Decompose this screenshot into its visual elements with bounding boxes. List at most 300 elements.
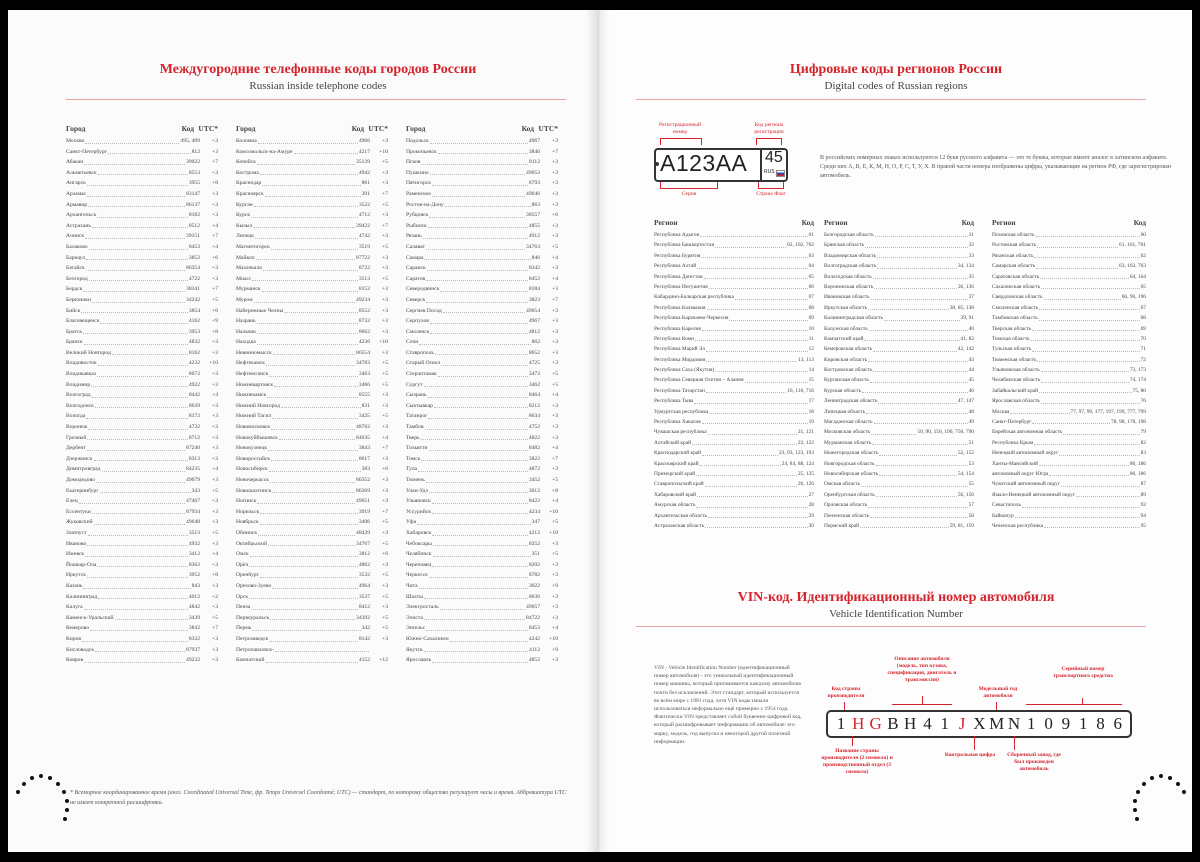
dot-leader — [271, 242, 358, 250]
right-page — [596, 10, 1192, 852]
city-name: Киров — [66, 635, 81, 642]
dot-leader — [250, 549, 358, 557]
city-code: 8352 — [528, 540, 540, 547]
region-code: 48 — [968, 408, 974, 415]
dot-leader — [878, 396, 956, 403]
utc-offset: +3 — [552, 318, 558, 325]
table-row — [824, 490, 974, 500]
title-rule — [636, 99, 1146, 100]
city-name: Йошкар-Ола — [66, 561, 97, 568]
region-code: 58 — [968, 512, 974, 519]
utc-offset: +3 — [212, 604, 218, 611]
vin-title: VIN-код. Идентификационный номер автомобиля — [737, 590, 1055, 605]
utc-offset: +5 — [382, 275, 388, 282]
table-row — [406, 380, 558, 391]
city-code: 4236 — [358, 339, 370, 346]
dot-leader — [430, 168, 525, 176]
table-row — [824, 272, 974, 282]
table-row — [236, 295, 388, 306]
header-region: Регион — [824, 218, 848, 227]
city-name: Дербент — [66, 445, 86, 452]
utc-offset: +5 — [382, 243, 388, 250]
utc-offset: +3 — [212, 434, 218, 441]
region-name: Республика Карачаево-Черкесия — [654, 315, 729, 322]
utc-offset: +5 — [382, 614, 388, 621]
city-code: 8172 — [188, 413, 200, 420]
city-name: Архангельск — [66, 212, 97, 219]
city-code: 34392 — [356, 614, 370, 621]
region-name: автономный округ Югра — [992, 470, 1049, 477]
utc-offset: +7 — [382, 445, 388, 452]
utc-offset: +3 — [552, 349, 558, 356]
dot-leader — [254, 200, 358, 208]
city-name: Калуга — [66, 604, 83, 611]
city-code: 8212 — [528, 402, 540, 409]
vin-pointer — [996, 702, 997, 710]
dot-leader — [692, 438, 797, 445]
table-row — [406, 189, 558, 200]
column-header — [824, 218, 974, 230]
table-row — [654, 396, 814, 406]
utc-offset: +7 — [382, 190, 388, 197]
city-code: 49234 — [356, 296, 370, 303]
dot-leader — [86, 263, 185, 271]
table-row — [236, 274, 388, 285]
table-row — [236, 433, 388, 444]
table-row — [406, 454, 558, 465]
utc-offset: +12 — [379, 657, 388, 664]
table-row — [654, 282, 814, 292]
city-name: Смоленск — [406, 328, 430, 335]
utc-offset: +10 — [379, 148, 388, 155]
table-row — [992, 365, 1146, 375]
dot-leader — [258, 528, 355, 536]
dot-leader — [715, 365, 807, 372]
utc-offset: +3 — [382, 349, 388, 356]
dot-leader — [251, 210, 358, 218]
region-code: 61, 161, 761 — [1119, 242, 1146, 249]
dot-leader — [97, 210, 188, 218]
utc-offset: +3 — [212, 635, 218, 642]
header-code: Код — [351, 124, 364, 133]
city-code: 48762 — [356, 424, 370, 431]
dot-leader — [269, 464, 361, 472]
table-row — [654, 417, 814, 427]
dot-leader — [872, 438, 967, 445]
vin-pointer — [844, 702, 845, 710]
dot-leader — [260, 570, 358, 578]
city-code: 3412 — [188, 551, 200, 558]
dot-leader — [429, 486, 528, 494]
region-code: 40 — [968, 325, 974, 332]
utc-offset: +3 — [212, 169, 218, 176]
utc-offset: +6 — [382, 466, 388, 473]
city-code: 4217 — [358, 148, 370, 155]
city-name: Петропавловск- — [236, 646, 274, 653]
dot-leader — [873, 365, 967, 372]
dot-leader — [868, 500, 967, 507]
dot-leader — [440, 284, 527, 292]
region-codes-subtitle: Digital codes of Russian regions — [824, 80, 968, 92]
region-name: Республика Башкортостан — [654, 242, 715, 249]
utc-offset: +5 — [552, 371, 558, 378]
city-name: Раменское — [406, 190, 431, 197]
table-row — [66, 475, 218, 486]
region-code: 18 — [808, 408, 814, 415]
phone-codes-title: Междугородние телефонные коды городов России — [159, 62, 477, 77]
region-name: Липецкая область — [824, 408, 866, 415]
table-row — [824, 355, 974, 365]
dot-leader — [429, 570, 528, 578]
city-name: Екатеринбург — [66, 487, 99, 494]
city-name: Тула — [406, 466, 417, 473]
region-code: 86, 186 — [1129, 460, 1146, 467]
vin-label-model-year: Модельный год автомобиля — [978, 686, 1018, 699]
table-row — [992, 448, 1146, 458]
dot-leader — [702, 324, 808, 331]
city-name: Пятигорск — [406, 180, 431, 187]
region-code: 62 — [1140, 252, 1146, 259]
table-row — [654, 511, 814, 521]
city-name: Набережные Челны — [236, 307, 284, 314]
city-name: Братск — [66, 328, 83, 335]
region-name: Республика Марий Эл — [654, 346, 705, 353]
city-name: Тольятти — [406, 445, 428, 452]
table-row — [654, 230, 814, 240]
city-code: 34763 — [526, 243, 540, 250]
utc-offset: +5 — [212, 296, 218, 303]
utc-offset: +3 — [552, 180, 558, 187]
city-code: 39022 — [186, 159, 200, 166]
city-name: Новокуйбышевск — [236, 434, 278, 441]
region-name: Камчатский край — [824, 335, 864, 342]
utc-offset: +3 — [382, 296, 388, 303]
table-row — [406, 602, 558, 613]
region-code: 13, 113 — [798, 356, 814, 363]
table-row — [236, 549, 388, 560]
city-name: Якутск — [406, 646, 423, 653]
dot-leader — [865, 240, 968, 247]
city-name: Курган — [236, 201, 253, 208]
region-name: Ленинградская область — [824, 398, 878, 405]
region-name: Республика Алтай — [654, 263, 697, 270]
region-name: Курская область — [824, 387, 862, 394]
region-code: 87 — [1140, 481, 1146, 488]
region-code: 74, 174 — [1129, 377, 1146, 384]
city-code: 4855 — [528, 222, 540, 229]
dot-leader — [876, 459, 968, 466]
phone-column-2 — [236, 124, 388, 666]
region-code: 68 — [1140, 315, 1146, 322]
utc-offset: +3 — [552, 159, 558, 166]
table-row — [66, 496, 218, 507]
table-row — [66, 401, 218, 412]
vin-label-country: Код страны производителя — [827, 686, 865, 699]
table-row — [66, 316, 218, 327]
city-code: 86352 — [356, 477, 370, 483]
city-code: 84722 — [526, 614, 540, 621]
city-code: 4832 — [188, 339, 200, 346]
city-name: Улан-Удэ — [406, 487, 429, 494]
region-code: 69 — [1140, 325, 1146, 332]
dot-leader — [1036, 230, 1140, 237]
utc-offset: +3 — [212, 540, 218, 547]
utc-offset: +3 — [382, 582, 388, 589]
table-row — [66, 517, 218, 528]
vin-char: H — [852, 714, 865, 733]
plate-country: RUS — [764, 169, 775, 175]
phone-codes-subtitle: Russian inside telephone codes — [249, 80, 387, 92]
dot-leader — [877, 251, 968, 258]
region-code: 50, 90, 150, 190, 750, 790 — [917, 429, 974, 436]
city-code: 84635 — [356, 434, 370, 441]
dot-leader — [90, 623, 188, 631]
vin-description: VIN - Vehicle Identification Number (идентификационный номер автомобиля) - это уникальный идентификационный номер машины, который присваивается каждому автомобилю почти без исключений. Этот стандарт, который используется во всём мире с 1981 года, хотя VIN коды начали использоваться неформально ещё примерно с 1954 года. Фактически VIN представляет собой буквенно-цифровой код, который расшифровывает информацию об автомобиле: его марку, модель, год выпуска и некоторой другой полезной информации. — [654, 665, 802, 745]
utc-offset: +4 — [212, 222, 218, 229]
dot-leader — [443, 306, 525, 314]
city-name: Армавир — [66, 201, 88, 208]
dot-leader — [257, 496, 355, 504]
dot-leader — [87, 539, 188, 547]
city-name: Краснодар — [236, 180, 262, 187]
utc-offset: +3 — [212, 275, 218, 282]
city-code: 3952 — [188, 572, 200, 579]
city-name: Владивосток — [66, 360, 97, 367]
region-name: Тюменская область — [992, 356, 1037, 363]
table-row — [236, 380, 388, 391]
city-name: Березники — [66, 296, 91, 303]
city-name: Новосибирск — [236, 466, 268, 473]
city-name: Чебоксары — [406, 540, 432, 547]
dot-leader — [95, 401, 188, 409]
dot-leader — [1044, 292, 1121, 299]
region-name: Свердловская область — [992, 294, 1043, 301]
city-name: Октябрьский — [236, 540, 268, 547]
dot-leader — [421, 433, 528, 441]
region-code: 03 — [808, 252, 814, 259]
region-code: 78, 98, 178, 198 — [1110, 419, 1146, 426]
region-code: 63, 163, 763 — [1119, 263, 1146, 270]
city-code: 812 — [191, 148, 200, 155]
dot-leader — [83, 581, 190, 589]
region-code: 52, 152 — [957, 450, 974, 457]
city-code: 347 — [531, 519, 540, 526]
dot-leader — [706, 386, 786, 393]
city-code: 3843 — [358, 445, 370, 452]
city-code: 3473 — [528, 371, 540, 378]
table-row — [66, 147, 218, 158]
dot-leader — [97, 560, 188, 568]
phone-column-3 — [406, 124, 558, 666]
dot-leader — [1022, 500, 1140, 507]
vin-pointer — [974, 736, 975, 750]
table-row — [654, 375, 814, 385]
dot-leader — [419, 581, 528, 589]
dot-leader — [425, 422, 528, 430]
region-code: 33 — [968, 252, 974, 259]
city-code: 8452 — [528, 275, 540, 282]
region-code: 04 — [808, 263, 814, 270]
dot-leader — [1076, 490, 1140, 497]
city-name: Курск — [236, 212, 251, 219]
city-code: 8182 — [188, 212, 200, 219]
city-name: Рязань — [406, 233, 422, 240]
table-row — [236, 592, 388, 603]
dot-leader — [432, 189, 525, 197]
utc-offset: +3 — [382, 286, 388, 293]
region-name: Еврейская автономная область — [992, 429, 1063, 436]
table-row — [824, 469, 974, 479]
vin-pointer — [1026, 704, 1122, 705]
city-code: 3496 — [358, 519, 370, 526]
title-rule — [66, 99, 566, 100]
city-code: 861 — [361, 180, 370, 187]
region-code: 36, 136 — [957, 283, 974, 290]
utc-offset: +3 — [212, 445, 218, 452]
region-name: Республика Хакасия — [654, 419, 701, 426]
city-name: Рубцовск — [406, 212, 429, 219]
dot-leader — [97, 369, 188, 377]
table-row — [406, 401, 558, 412]
region-code: 71 — [1140, 346, 1146, 353]
utc-offset: +3 — [382, 233, 388, 240]
dot-leader — [874, 417, 968, 424]
dot-leader — [1032, 324, 1139, 331]
vin-char: 0 — [1044, 714, 1053, 733]
city-code: 846 — [531, 254, 540, 261]
table-row — [66, 295, 218, 306]
utc-offset: +3 — [212, 455, 218, 462]
region-name: Чукотский автономный округ — [992, 481, 1060, 488]
region-name: Чувашская республика — [654, 429, 707, 436]
region-code: 73, 173 — [1129, 367, 1146, 374]
region-code: 43 — [968, 356, 974, 363]
table-row — [66, 178, 218, 189]
utc-offset: +8 — [212, 572, 218, 579]
city-name: Старый Оскол — [406, 360, 441, 367]
city-code: 3012 — [528, 487, 540, 494]
table-row — [66, 380, 218, 391]
dot-leader — [1040, 272, 1129, 279]
utc-offset: +3 — [552, 328, 558, 335]
region-code: 95 — [1140, 522, 1146, 529]
city-code: 4967 — [528, 138, 540, 144]
region-code: 57 — [968, 502, 974, 509]
table-row — [824, 511, 974, 521]
dot-leader — [92, 390, 188, 398]
dot-leader — [432, 178, 528, 186]
table-row — [654, 251, 814, 261]
city-code: 342 — [361, 625, 370, 632]
dot-leader — [85, 136, 179, 144]
table-row — [406, 623, 558, 634]
city-name: Северодвинск — [406, 286, 440, 293]
table-row — [992, 500, 1146, 510]
region-name: Ивановская область — [824, 294, 870, 301]
dot-leader — [438, 369, 528, 377]
dot-leader — [426, 242, 525, 250]
phone-column-1 — [66, 124, 218, 666]
region-name: Калининградская область — [824, 315, 883, 322]
dot-leader — [87, 443, 185, 451]
region-code: 12 — [808, 346, 814, 353]
city-name: Волгодонск — [66, 402, 94, 409]
table-row — [654, 313, 814, 323]
vin-rule — [636, 626, 1146, 627]
table-row — [406, 507, 558, 518]
table-row — [992, 490, 1146, 500]
region-name: Кабардино-Балкарская республика — [654, 294, 734, 301]
city-name: Ногинск — [236, 498, 257, 505]
region-name: Республика Крым — [992, 439, 1034, 446]
utc-offset: +3 — [552, 265, 558, 272]
dot-leader — [1032, 344, 1139, 351]
table-row — [406, 274, 558, 285]
dot-leader — [708, 511, 808, 518]
city-code: 87240 — [186, 445, 200, 452]
page-gutter — [586, 10, 610, 852]
utc-offset: +3 — [552, 604, 558, 611]
city-name: Пермь — [236, 625, 252, 632]
table-row — [406, 284, 558, 295]
dot-leader — [108, 147, 191, 155]
table-row — [66, 422, 218, 433]
city-code: 86354 — [186, 265, 200, 272]
region-code: 66, 96, 196 — [1121, 294, 1146, 301]
dot-leader — [879, 469, 957, 476]
dot-leader — [879, 448, 957, 455]
city-code: 3953 — [188, 328, 200, 335]
dot-leader — [701, 251, 807, 258]
utc-offset: +4 — [382, 434, 388, 441]
utc-offset: +3 — [212, 402, 218, 409]
table-row — [66, 454, 218, 465]
dot-leader — [432, 655, 528, 663]
city-name: Грозный — [66, 434, 87, 441]
utc-offset: +5 — [382, 201, 388, 208]
table-row — [406, 592, 558, 603]
dot-leader — [89, 274, 188, 282]
city-name: Сочи — [406, 339, 419, 346]
utc-offset: +8 — [212, 328, 218, 335]
region-code: 35 — [968, 273, 974, 280]
city-name: Невинномысск — [236, 349, 272, 356]
city-code: 84235 — [186, 466, 200, 473]
city-name: Златоуст — [66, 529, 87, 536]
dot-leader — [421, 454, 527, 462]
region-code: 17 — [808, 398, 814, 405]
city-code: 4964 — [358, 582, 370, 589]
region-code: 22, 122 — [797, 439, 814, 446]
table-row — [992, 355, 1146, 365]
table-row — [236, 475, 388, 486]
region-name: Республика Адыгея — [654, 232, 700, 238]
city-code: 8482 — [528, 445, 540, 452]
utc-offset: +3 — [382, 477, 388, 483]
city-code: 4852 — [528, 657, 540, 664]
dot-leader — [430, 327, 527, 335]
utc-offset: +3 — [382, 265, 388, 272]
table-row — [824, 438, 974, 448]
utc-offset: +3 — [552, 286, 558, 293]
city-name: Арзамас — [66, 190, 87, 197]
dot-leader — [1015, 511, 1140, 518]
utc-offset: +3 — [212, 212, 218, 219]
table-row — [66, 560, 218, 571]
table-row — [992, 407, 1146, 417]
dot-leader — [708, 427, 797, 434]
utc-offset: +3 — [382, 487, 388, 494]
